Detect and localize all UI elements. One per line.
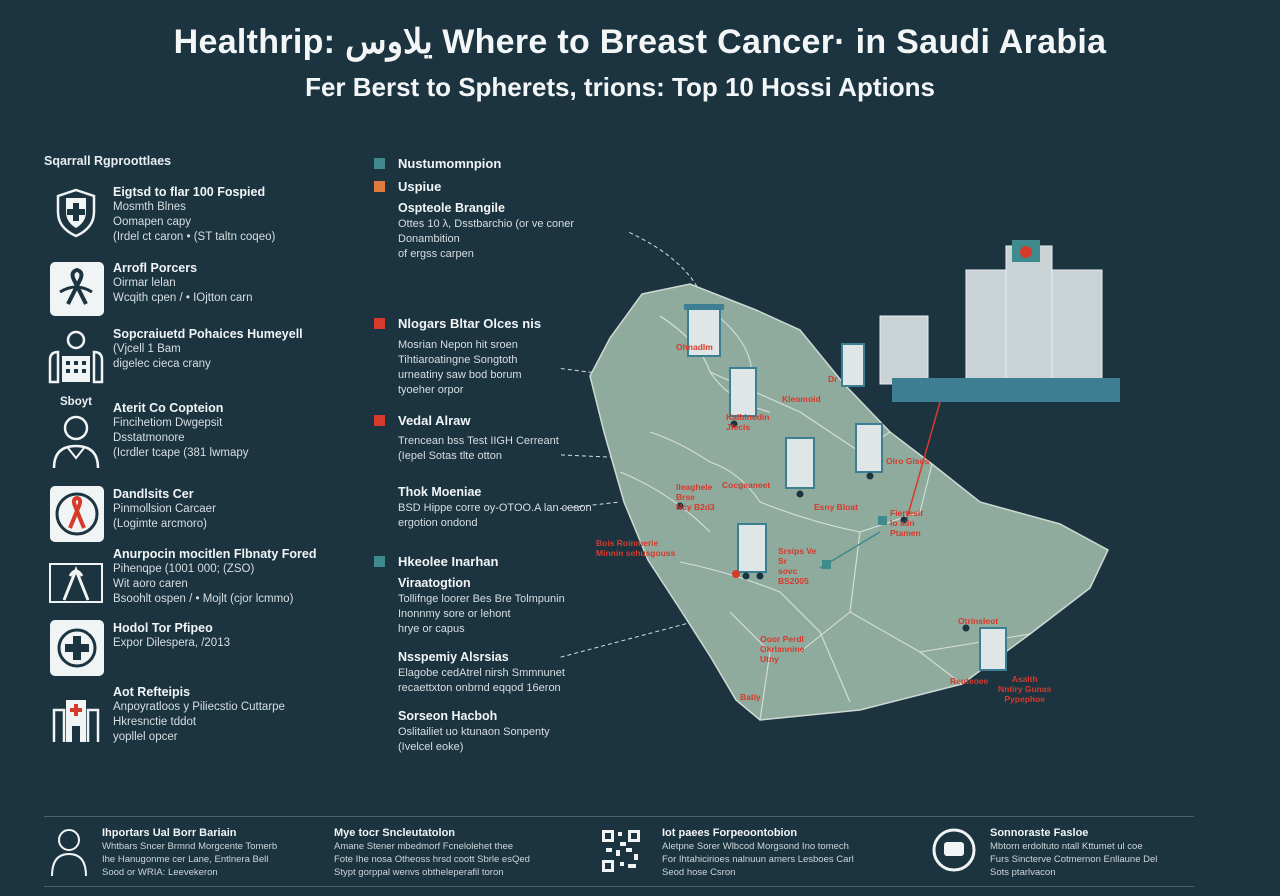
hospital-list [44, 154, 344, 743]
hospital-marker [738, 524, 766, 572]
hospital-list-header: Sqarrall Rgproottlaes [44, 154, 172, 168]
legend-item-3: Nlogars Bltar Olces nis [374, 316, 541, 331]
map-label: Reuteoee [950, 676, 989, 686]
doctor-icon [46, 412, 106, 470]
hospital-name: Eigtsd to flar 100 Fospied [113, 185, 266, 199]
map-label: Cocgeaneet [722, 480, 771, 490]
map-label: Esny Bloat [814, 502, 858, 512]
hospital-marker [980, 628, 1006, 670]
legend-swatch [374, 318, 385, 329]
hospital-building-icon [46, 690, 106, 748]
person-icon [50, 826, 88, 881]
hospital-marker [856, 424, 882, 472]
footer-divider [44, 816, 1194, 817]
map-label: Ooor Perdl Okrlannine Utny [760, 634, 805, 664]
map-square-marker [822, 560, 831, 569]
legend-swatch [374, 158, 385, 169]
hospital-tag: Sboyt [60, 396, 92, 408]
map-label: Ohnadlm [676, 342, 713, 352]
map-label: Batiy [740, 692, 761, 702]
map-label: Dr [828, 374, 838, 384]
legend-swatch [374, 181, 385, 192]
info-block-4: Thok Moeniae BSD Hippe corre oy-OTOO.A lan ceaon ergotion ondond [398, 485, 592, 529]
info-block-6: Nsspemiy Alsrsias Elagobe cedAtrel nirsh Smmnunet recaettxton onbrnd eqqod 16eron [398, 650, 565, 694]
hospital-item-7[interactable]: Hodol Tor Pfipeo Expor Dilespera, /2013 [44, 620, 344, 676]
legend-swatch [374, 415, 385, 426]
hospital-item-8[interactable]: Aot Refteipis Anpoyratloos y Piliecstio Cuttarpe Hkresnctie tddot yopllel opcer [44, 684, 344, 744]
cancer-ribbon-icon [46, 486, 106, 544]
envelope-ribbon-icon [46, 554, 106, 612]
skyline-illustration [880, 240, 1120, 402]
legend-item-5: Hkeolee Inarhan [374, 554, 498, 569]
map-label: Srsips Ve Sr sovc BS2005 [778, 546, 817, 586]
hospital-staff-icon [46, 326, 106, 384]
ribbon-icon [46, 260, 106, 318]
legend-swatch [374, 556, 385, 567]
qr-code-icon[interactable] [600, 828, 642, 879]
hospital-marker [842, 344, 864, 386]
hospital-marker [730, 368, 756, 416]
map-label: Bois Roinmerie Minnin sehusgouss [596, 538, 676, 558]
hospital-item-2[interactable]: Arrofl Porcers Oirmar lelan Wcqith cpen / • IOjtton carn [44, 260, 344, 316]
info-block-5: Viraatogtion Tollifnge loorer Bes Bre Tolmpunin Inonnmy sore or lehont hrye or capus [398, 576, 565, 635]
legend-item-4: Vedal Alraw [374, 413, 471, 428]
map-label: Oiro Gisos [886, 456, 930, 466]
map-label: Ileaghele Brse Ncy B2d3 [676, 482, 715, 512]
info-block-1: Ospteole Brangile Ottes 10 λ, Dsstbarchio (or ve coner Donambition of ergss carpen [398, 201, 575, 260]
legend-item-2: Uspiue [374, 179, 441, 194]
hospital-item-6[interactable]: Anurpocin mocitlen Flbnaty Fored Pihenqpe (1001 000; (ZSO) Wit aoro caren Bsoohlt ospen / • Mojlt (cjor lcmmo) [44, 546, 344, 606]
info-block-2: Mosrian Nepon hit sroen Tihtiaroatingne Songtoth urneatiny saw bod borum tyoeher orpor [398, 339, 522, 396]
info-block-7: Sorseon Hacboh Oslitailiet uo ktunaon Sonpenty (Ivelcel eoke) [398, 709, 550, 753]
map-label: Kleomoid [782, 394, 821, 404]
map-label: Fiertesit lo aiin Ptamen [890, 508, 924, 538]
footer-divider [44, 886, 1194, 887]
medical-cross-icon [46, 620, 106, 678]
info-block-3: Trencean bss Test IIGH Cerreant (Iepel Sotas tlte otton [398, 435, 559, 462]
hospital-item-3[interactable]: Sopcraiuetd Pohaices Humeyell (Vjcell 1 Bam digelec cieca crany [44, 326, 344, 382]
map-square-marker [878, 516, 887, 525]
map-label: Asalth Nntiry Gunas Pypephoe [998, 674, 1052, 704]
hospital-item-1[interactable]: Eigtsd to flar 100 Fospied Mosmth Blnes Oomapen capy (Irdel ct caron • (ST taltn coqeo) [44, 184, 344, 244]
hospital-item-5[interactable]: Dandlsits Cer Pinmollsion Carcaer (Logimte arcmoro) [44, 486, 344, 542]
page-subtitle: Fer Berst to Spherets, trions: Top 10 Hossi Aptions [305, 72, 935, 102]
footer-item-2: Mye tocr Sncleutatolon Amane Stener mbedmorf Fcnelolehet thee Fote Ihe nosa Otheoss hrsd coott Sbrle esQed Stypt gorppal wenvs obtheleperafil toron [334, 827, 530, 878]
map-label: Kalbinedin Jfecis [726, 412, 770, 432]
shield-cross-icon [46, 184, 106, 242]
page-title: Healthrip: يلاوس Where to Breast Cancer· in Saudi Arabia [173, 23, 1107, 61]
chat-icon [932, 828, 976, 877]
legend-item-1: Nustumomnpion [374, 156, 501, 171]
map-red-dot [732, 570, 740, 578]
hospital-marker [786, 438, 814, 488]
map-label: Otrinsleot [958, 616, 999, 626]
hospital-item-4[interactable]: Sboyt Aterit Co Copteion Fincihetiom Dwgepsit Dsstatmonore (Icrdler tcape (381 lwmapy [44, 400, 344, 466]
